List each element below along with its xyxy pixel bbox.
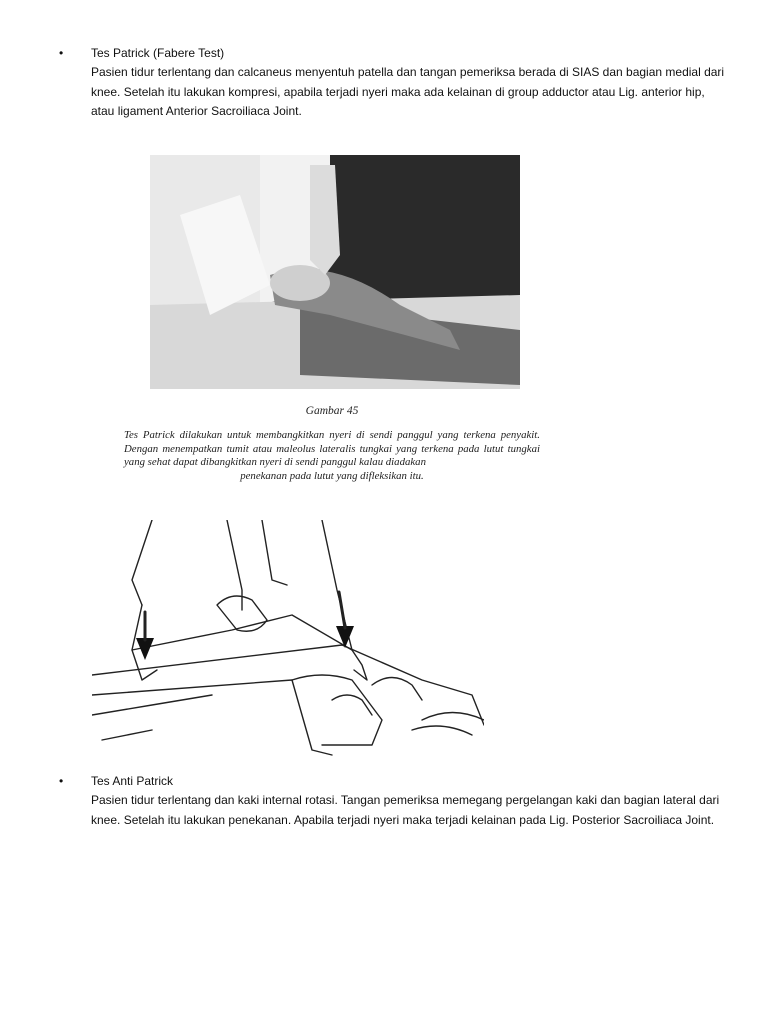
section-description: Pasien tidur terlentang dan calcaneus menyentuh patella dan tangan pemeriksa berada di SIAS dan bagian medial dari knee. Setelah itu lakukan kompresi, apabila terjadi nyeri maka ada kelainan di group adductor atau Lig. anterior hip, atau ligament Anterior Sacroiliaca Joint.	[91, 65, 725, 119]
bullet-icon: •	[59, 46, 64, 60]
patrick-test-photo	[150, 155, 520, 389]
caption-main: Tes Patrick dilakukan untuk membangkitkan nyeri di sendi panggul yang terkena penyakit. Dengan menempatkan tumit atau maleolus lateralis tungkai yang terkena pada lutut tungkai yang sehat dapat dibangkitkan nyeri di sendi panggul kalau diadakan	[124, 429, 540, 468]
figure-caption	[124, 429, 540, 483]
section-description: Pasien tidur terlentang dan kaki internal rotasi. Tangan pemeriksa memegang pergelangan kaki dan bagian lateral dari knee. Setelah itu lakukan penekanan. Apabila terjadi nyeri maka terjadi kelainan pada Lig. Posterior Sacroiliaca Joint.	[91, 793, 720, 827]
caption-last-line: penekanan pada lutut yang difleksikan itu.	[240, 469, 424, 482]
section-title: Tes Patrick (Fabere Test)	[91, 46, 225, 60]
bullet-item-patrick	[59, 44, 731, 122]
bullet-icon: •	[59, 774, 64, 788]
figure-photo	[120, 143, 544, 498]
section-title: Tes Anti Patrick	[91, 774, 174, 788]
figure-label: Gambar 45	[305, 405, 359, 417]
anti-patrick-illustration	[92, 520, 484, 760]
bullet-item-anti-patrick	[59, 772, 731, 830]
